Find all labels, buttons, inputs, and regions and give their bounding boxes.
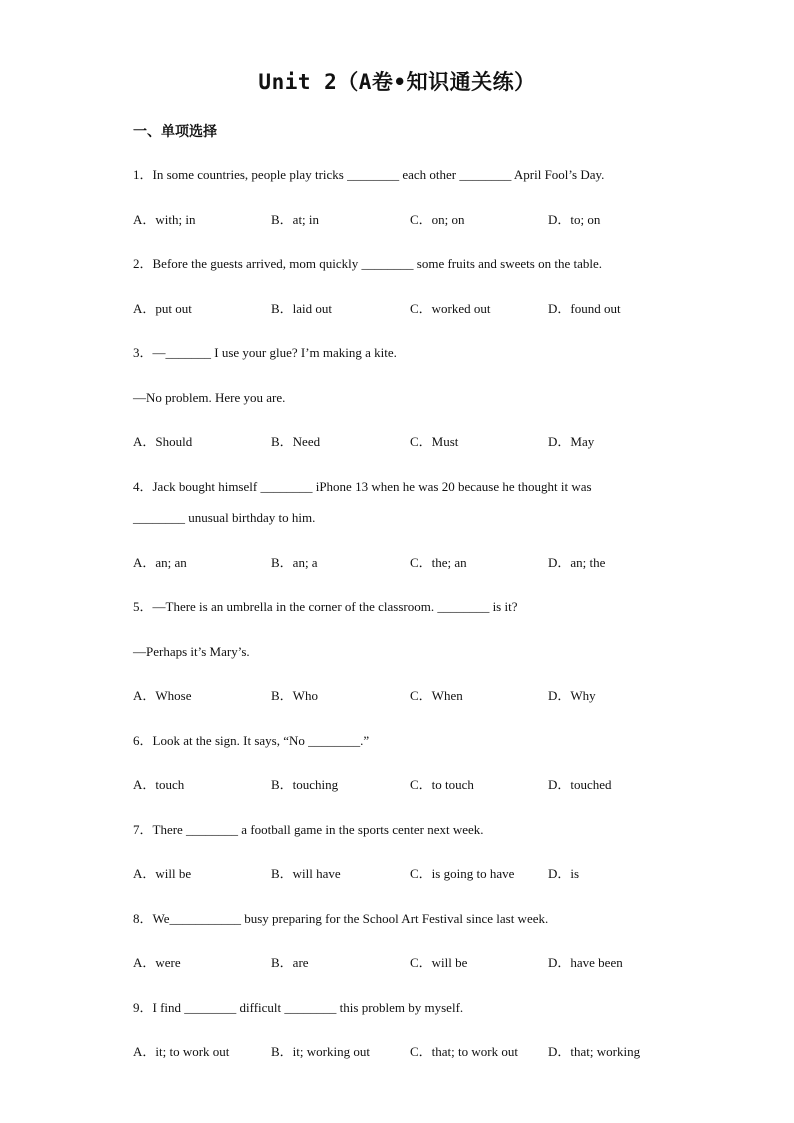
option-b: B．Who (271, 688, 318, 703)
option-c: C．When (410, 688, 463, 703)
option-d: D．touched (548, 777, 612, 792)
option-a: A．touch (133, 777, 185, 792)
option-d: D．found out (548, 301, 621, 316)
question-text-continued: —No problem. Here you are. (133, 390, 286, 405)
option-d: D．Why (548, 688, 596, 703)
question-text: 4．Jack bought himself ________ iPhone 13 when he was 20 because he thought it was (133, 479, 592, 494)
question-text: 3．—_______ I use your glue? I’m making a kite. (133, 345, 397, 360)
option-b: B．Need (271, 434, 321, 449)
option-a: A．were (133, 955, 181, 970)
option-row (133, 688, 733, 704)
question-text: 8．We___________ busy preparing for the School Art Festival since last week. (133, 911, 549, 926)
option-b: B．it; working out (271, 1044, 370, 1059)
option-d: D．is (548, 866, 580, 881)
option-a: A．with; in (133, 212, 196, 227)
question-text: 1．In some countries, people play tricks ________ each other ________ April Fool’s Day. (133, 167, 605, 182)
option-c: C．the; an (410, 555, 467, 570)
option-d: D．have been (548, 955, 623, 970)
option-d: D．May (548, 434, 595, 449)
option-row (133, 777, 733, 793)
option-b: B．touching (271, 777, 339, 792)
option-b: B．are (271, 955, 309, 970)
option-row (133, 955, 733, 971)
question-text: 6．Look at the sign. It says, “No ________.” (133, 733, 370, 748)
question-text: 5．—There is an umbrella in the corner of the classroom. ________ is it? (133, 599, 518, 614)
option-b: B．will have (271, 866, 341, 881)
option-row (133, 555, 733, 571)
option-row (133, 434, 733, 450)
question-text-continued: —Perhaps it’s Mary’s. (133, 644, 250, 659)
option-a: A．it; to work out (133, 1044, 230, 1059)
option-a: A．Whose (133, 688, 192, 703)
option-row (133, 212, 733, 228)
option-c: C．that; to work out (410, 1044, 518, 1059)
section-heading: 一、单项选择 (133, 124, 217, 140)
option-d: D．that; working (548, 1044, 641, 1059)
option-row (133, 1044, 733, 1060)
option-d: D．to; on (548, 212, 601, 227)
option-c: C．on; on (410, 212, 465, 227)
option-b: B．an; a (271, 555, 318, 570)
question-text: 2．Before the guests arrived, mom quickly ________ some fruits and sweets on the table. (133, 256, 602, 271)
option-c: C．worked out (410, 301, 491, 316)
option-d: D．an; the (548, 555, 606, 570)
question-text: 7．There ________ a football game in the sports center next week. (133, 822, 484, 837)
option-b: B．laid out (271, 301, 333, 316)
option-a: A．Should (133, 434, 193, 449)
question-text-continued: ________ unusual birthday to him. (133, 510, 316, 525)
option-a: A．an; an (133, 555, 187, 570)
option-c: C．is going to have (410, 866, 515, 881)
option-row (133, 866, 733, 882)
page-title: Unit 2（A卷•知识通关练） (258, 70, 536, 94)
option-c: C．to touch (410, 777, 474, 792)
option-a: A．put out (133, 301, 192, 316)
question-text: 9．I find ________ difficult ________ this problem by myself. (133, 1000, 464, 1015)
option-row (133, 301, 733, 317)
option-c: C．Must (410, 434, 459, 449)
option-b: B．at; in (271, 212, 320, 227)
option-c: C．will be (410, 955, 468, 970)
option-a: A．will be (133, 866, 192, 881)
